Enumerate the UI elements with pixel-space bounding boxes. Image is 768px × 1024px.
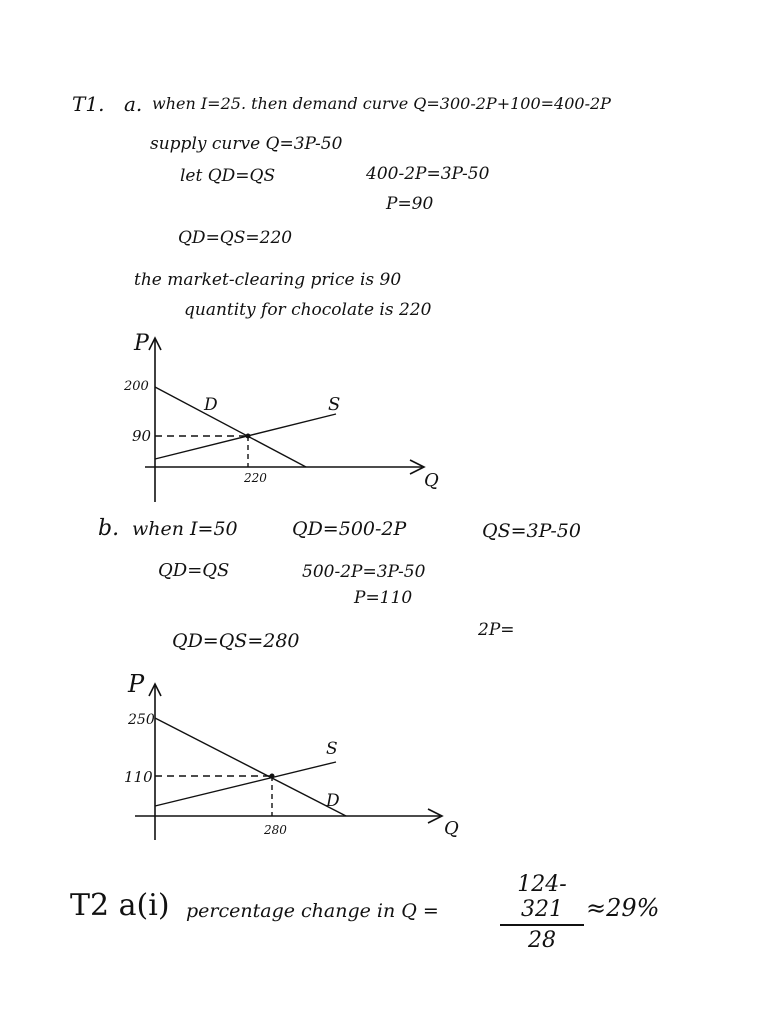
question-label-t1: T1. [72, 92, 105, 116]
supply-demand-graph-b [100, 664, 470, 854]
conclusion-price: the market-clearing price is 90 [134, 270, 402, 290]
y-axis-label: P [128, 670, 145, 698]
supply-curve-line: supply curve Q=3P-50 [150, 134, 343, 154]
demand-label: D [326, 791, 340, 811]
equilibrium-point [270, 774, 275, 779]
eq-qty-label: 280 [264, 823, 287, 837]
eq-price-label: 90 [132, 427, 152, 445]
equation-line: 400-2P=3P-50 [366, 164, 490, 184]
y-axis-label: P [134, 331, 149, 356]
question-label-t2: T2 a(i) [70, 888, 170, 923]
supply-label: S [326, 739, 338, 759]
price-result: P=90 [386, 194, 434, 214]
x-axis-label: Q [444, 818, 459, 839]
percentage-change-text: percentage change in Q = [186, 900, 439, 922]
x-axis-label: Q [424, 470, 439, 491]
conclusion-quantity: quantity for chocolate is 220 [184, 300, 432, 320]
part-b-demand: QD=500-2P [292, 518, 407, 540]
demand-label: D [204, 395, 218, 415]
part-b-supply: QS=3P-50 [482, 520, 581, 542]
part-b-income: when I=50 [132, 518, 238, 540]
part-b-label: b. [98, 516, 120, 541]
part-b-quantity: QD=QS=280 [172, 630, 300, 652]
percentage-result: ≈29% [586, 894, 660, 922]
part-b-equation: 500-2P=3P-50 [302, 562, 426, 582]
supply-label: S [328, 394, 341, 415]
fraction-numerator: 124-321 [517, 872, 567, 922]
y-intercept-label: 250 [128, 712, 155, 728]
eq-price-label: 110 [124, 768, 153, 786]
part-a-demand-line: when I=25. then demand curve Q=300-2P+100=400-2P [152, 94, 611, 113]
fraction-denominator: 28 [528, 928, 556, 953]
y-intercept-label: 200 [124, 379, 149, 394]
supply-demand-graph-a [100, 320, 460, 510]
supply-curve [155, 762, 336, 806]
eq-qty-label: 220 [244, 471, 267, 485]
let-equal-line: let QD=QS [180, 166, 276, 186]
part-b-scratch: 2P= [478, 620, 515, 640]
fraction-bar [500, 924, 584, 926]
part-a-label: a. [124, 92, 143, 116]
part-b-set-equal: QD=QS [158, 560, 230, 581]
percentage-fraction [500, 872, 584, 953]
equilibrium-point [246, 434, 251, 439]
quantity-result: QD=QS=220 [178, 228, 293, 248]
part-b-price: P=110 [354, 588, 413, 608]
